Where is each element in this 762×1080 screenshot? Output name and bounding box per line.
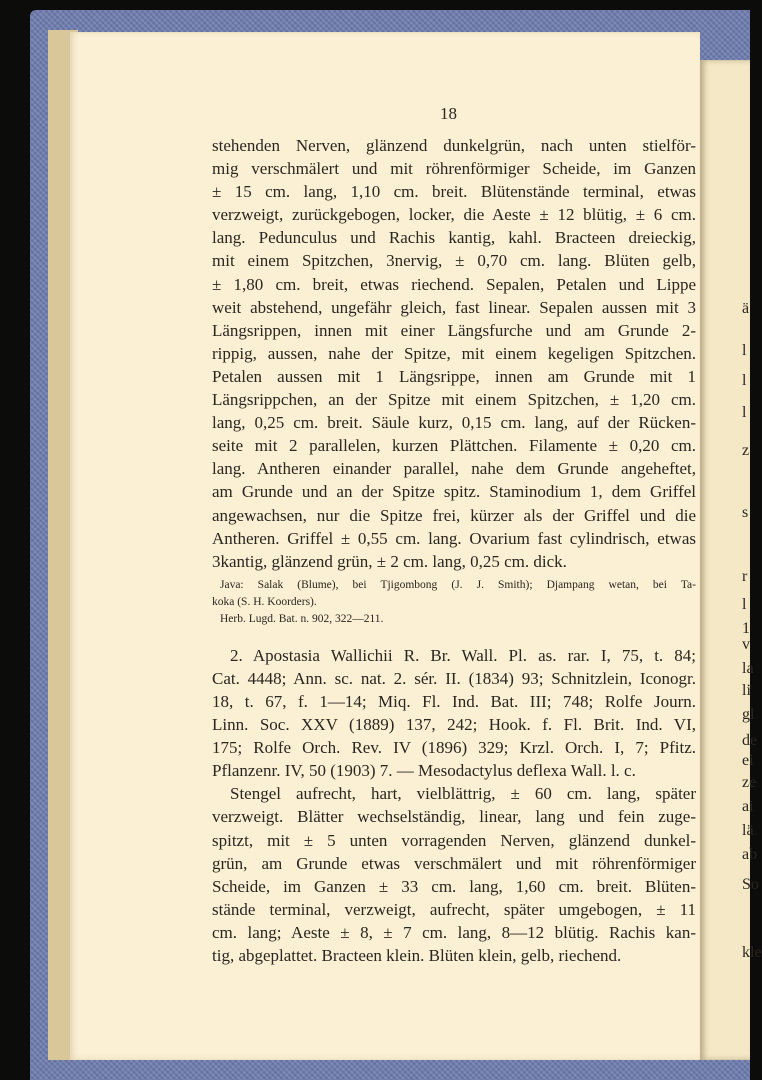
text-line: verzweigt. Blätter wechselständig, linear, lang und fein zuge- — [212, 807, 696, 827]
text-line: Linn. Soc. XXV (1889) 137, 242; Hook. f. Fl. Brit. Ind. VI, — [212, 715, 696, 735]
text-line: Pflanzenr. IV, 50 (1903) 7. — Mesodactylus deflexa Wall. l. c. — [212, 761, 636, 781]
next-page-fragment: kle — [742, 944, 762, 961]
next-page-fragment: s — [742, 504, 749, 521]
text-line: ± 15 cm. lang, 1,10 cm. breit. Blütenstände terminal, etwas — [212, 182, 696, 202]
text-line: grün, am Grunde etwas verschmälert und mit röhrenförmiger — [212, 853, 696, 873]
page-number: 18 — [440, 104, 457, 123]
next-page-fragment: ai — [742, 798, 754, 815]
text-line: 2. Apostasia Wallichii R. Br. Wall. Pl. as. rar. I, 75, t. 84; — [230, 645, 696, 665]
description-paragraph — [212, 134, 696, 573]
text-line: Petalen aussen mit 1 Längsrippe, innen am Grunde mit 1 — [212, 366, 696, 386]
next-page-fragment: l — [742, 342, 747, 359]
text-line: tig, abgeplattet. Bracteen klein. Blüten klein, gelb, riechend. — [212, 946, 622, 965]
text-line: Java: Salak (Blume), bei Tjigombong (J. J. Smith); Djampang wetan, bei Ta- — [220, 578, 696, 591]
page-text — [212, 134, 696, 967]
text-line: 18, t. 67, f. 1—14; Miq. Fl. Ind. Bat. III; 748; Rolfe Journ. — [212, 691, 696, 711]
text-line: verzweigt, zurückgebogen, locker, die Aeste ± 12 blütig, ± 6 cm. — [212, 205, 696, 225]
next-page-fragment: de — [742, 732, 758, 749]
next-page-fragment: ab — [742, 846, 758, 863]
text-line: mit einem Spitzchen, 3nervig, ± 0,70 cm. lang. Blüten gelb, — [212, 251, 696, 271]
text-line: lang. Antheren einander parallel, nahe dem Grunde angeheftet, — [212, 459, 696, 479]
next-page-fragment: ä — [742, 300, 750, 317]
text-line: lang. Pedunculus und Rachis kantig, kahl. Bracteen dreieckig, — [212, 228, 696, 248]
next-page-fragment: ze — [742, 774, 757, 791]
next-page-fragment: l — [742, 404, 747, 421]
text-line: cm. lang; Aeste ± 8, ± 7 cm. lang, 8—12 blütig. Rachis kan- — [212, 922, 696, 942]
next-page-fragment: l — [742, 596, 747, 613]
text-line: angewachsen, nur die Spitze frei, kürzer als der Griffel und die — [212, 505, 696, 525]
text-line: lang, 0,25 cm. breit. Säule kurz, 0,15 cm. lang, auf der Rücken- — [212, 413, 696, 433]
next-page-fragment: v — [742, 636, 750, 653]
next-page-fragment: la — [742, 660, 754, 677]
text-line: rippig, aussen, nahe der Spitze, mit einem kegeligen Spitzchen. — [212, 343, 696, 363]
next-page-fragment: z — [742, 442, 750, 459]
next-page-fragment: 1 — [742, 620, 750, 637]
next-page-fragment: r — [742, 568, 748, 585]
next-page-fragment: li — [742, 682, 751, 699]
text-line: koka (S. H. Koorders). — [212, 595, 317, 608]
next-page-fragment: So — [742, 876, 759, 893]
text-line: Scheide, im Ganzen ± 33 cm. lang, 1,60 cm. breit. Blüten- — [212, 876, 696, 896]
text-line: stände terminal, verzweigt, aufrecht, später umgebogen, ± 11 — [212, 899, 696, 919]
text-line: mig verschmälert und mit röhrenförmiger Scheide, im Ganzen — [212, 159, 696, 179]
text-line: spitzt, mit ± 5 unten vorragenden Nerven, glänzend dunkel- — [212, 830, 696, 850]
text-line: am Grunde und an der Spitze spitz. Staminodium 1, dem Griffel — [212, 482, 696, 502]
next-page-fragment: l — [742, 372, 747, 389]
text-line: Längsrippchen, an der Spitze mit einem Spitzchen, ± 1,20 cm. — [212, 390, 696, 410]
text-line: Cat. 4448; Ann. sc. nat. 2. sér. II. (1834) 93; Schnitzlein, Iconogr. — [212, 668, 696, 688]
next-page-fragment: lä — [742, 822, 754, 839]
next-page-edge — [700, 60, 762, 1060]
text-line: Längsrippen, innen mit einer Längsfurche und am Grunde 2- — [212, 320, 696, 340]
text-line: Stengel aufrecht, hart, vielblättrig, ± 60 cm. lang, später — [230, 784, 696, 804]
text-line: 175; Rolfe Orch. Rev. IV (1896) 329; Krzl. Orch. I, 7; Pfitz. — [212, 738, 696, 758]
text-line: weit abstehend, ungefähr gleich, fast linear. Sepalen aussen mit 3 — [212, 297, 696, 317]
text-line: Antheren. Griffel ± 0,55 cm. lang. Ovarium fast cylindrisch, etwas — [212, 528, 696, 548]
locality-notes — [212, 577, 696, 628]
text-line: ± 1,80 cm. breit, etwas riechend. Sepalen, Petalen und Lippe — [212, 274, 696, 294]
text-line: Herb. Lugd. Bat. n. 902, 322—211. — [220, 612, 384, 625]
next-page-fragment: gl — [742, 706, 755, 723]
text-line: 3kantig, glänzend grün, ± 2 cm. lang, 0,25 cm. dick. — [212, 551, 567, 571]
text-line: seite mit 2 parallelen, kurzen Plättchen. Filamente ± 0,20 cm. — [212, 436, 696, 456]
text-line: stehenden Nerven, glänzend dunkelgrün, nach unten stielför- — [212, 136, 696, 155]
description-paragraph-2 — [212, 782, 696, 967]
next-page-fragment: ei — [742, 752, 754, 769]
species-heading — [212, 644, 696, 783]
